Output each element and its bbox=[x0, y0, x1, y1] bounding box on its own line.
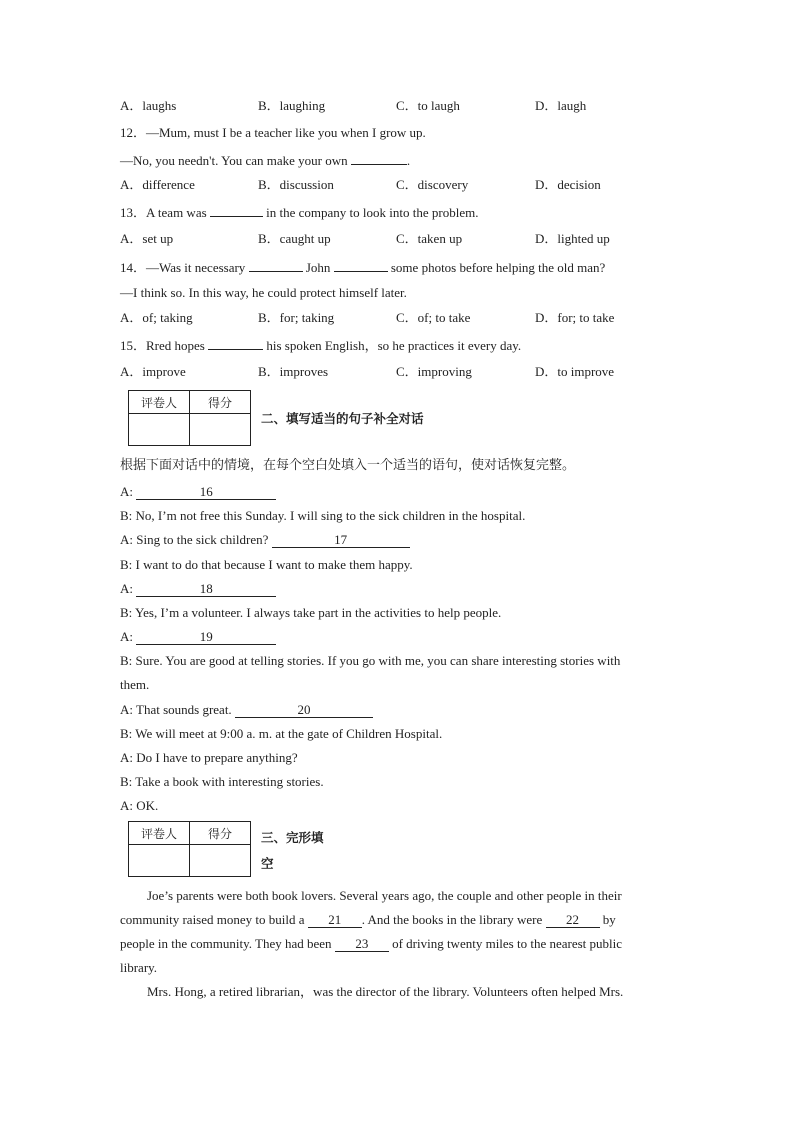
blank-21: 21 bbox=[308, 913, 362, 928]
q14-blank-1 bbox=[249, 259, 303, 272]
dialog-line-a1 bbox=[120, 484, 276, 500]
cloze-text: of driving twenty miles to the nearest public bbox=[392, 936, 623, 951]
score-label: 得分 bbox=[190, 391, 251, 414]
q13-option-b: B．caught up bbox=[258, 231, 331, 246]
dialog-line-a4 bbox=[120, 629, 276, 645]
blank-22: 22 bbox=[546, 913, 600, 928]
q14-option-b: B．for; taking bbox=[258, 310, 335, 325]
score-label: 得分 bbox=[190, 822, 251, 845]
q13-stem-b: in the company to look into the problem. bbox=[266, 205, 479, 220]
q13-option-d: D．lighted up bbox=[535, 231, 610, 246]
grader-label: 评卷人 bbox=[129, 822, 190, 845]
q14-stem-a: 14．—Was it necessary bbox=[120, 260, 246, 275]
dialog-line-b6: B: Take a book with interesting stories. bbox=[120, 774, 324, 789]
q12-option-c: C．discovery bbox=[396, 177, 469, 192]
q13-option-a: A．set up bbox=[120, 231, 174, 246]
q13-option-c: C．taken up bbox=[396, 231, 463, 246]
q14-stem-c: some photos before helping the old man? bbox=[390, 260, 606, 275]
score-cell bbox=[190, 845, 251, 877]
q13-stem-a: 13．A team was bbox=[120, 205, 207, 220]
speaker-a: A: bbox=[120, 629, 133, 644]
q12-reply-text: —No, you needn't. You can make your own bbox=[120, 153, 348, 168]
cloze-text: people in the community. They had been bbox=[120, 936, 332, 951]
q15-option-d: D．to improve bbox=[535, 364, 615, 379]
dialog-text: A: That sounds great. bbox=[120, 702, 232, 717]
blank-18: 18 bbox=[136, 582, 276, 597]
q11-option-b: B．laughing bbox=[258, 98, 326, 113]
q12-blank bbox=[351, 152, 407, 165]
cloze-text: . And the books in the library were bbox=[361, 912, 543, 927]
blank-16: 16 bbox=[136, 485, 276, 500]
q14-reply: —I think so. In this way, he could protect himself later. bbox=[120, 285, 407, 300]
blank-19: 19 bbox=[136, 630, 276, 645]
q14-option-c: C．of; to take bbox=[396, 310, 471, 325]
cloze-text: by bbox=[602, 912, 616, 927]
section3-title-a: 三、完形填 bbox=[261, 830, 324, 845]
score-cell bbox=[190, 414, 251, 446]
q15-option-a: A．improve bbox=[120, 364, 186, 379]
cloze-line-3 bbox=[120, 932, 665, 956]
q12-stem: 12．—Mum, must I be a teacher like you when I grow up. bbox=[120, 125, 426, 140]
blank-20: 20 bbox=[235, 703, 373, 718]
dialog-line-a5 bbox=[120, 702, 373, 718]
q11-option-d: D．laugh bbox=[535, 98, 587, 113]
q14-stem bbox=[120, 259, 605, 276]
q15-stem-b: his spoken English，so he practices it every day. bbox=[266, 338, 522, 353]
dialog-line-a6: A: Do I have to prepare anything? bbox=[120, 750, 298, 765]
q14-option-a: A．of; taking bbox=[120, 310, 193, 325]
dialog-line-a2 bbox=[120, 532, 410, 548]
q12-option-a: A．difference bbox=[120, 177, 195, 192]
grader-cell bbox=[129, 414, 190, 446]
q15-blank bbox=[208, 337, 263, 350]
blank-23: 23 bbox=[335, 937, 389, 952]
score-table-section2 bbox=[128, 390, 251, 446]
dialog-line-b4a: B: Sure. You are good at telling stories. If you go with me, you can share interesting stories with bbox=[120, 653, 621, 668]
q11-option-c: C．to laugh bbox=[396, 98, 460, 113]
q12-reply-end: . bbox=[406, 153, 411, 168]
q13-stem bbox=[120, 204, 478, 221]
q12-option-b: B．discussion bbox=[258, 177, 334, 192]
q14-option-d: D．for; to take bbox=[535, 310, 615, 325]
grader-cell bbox=[129, 845, 190, 877]
dialog-line-a3 bbox=[120, 581, 276, 597]
q15-option-b: B．improves bbox=[258, 364, 329, 379]
q15-stem bbox=[120, 337, 521, 354]
speaker-a: A: bbox=[120, 581, 133, 596]
dialog-line-b5: B: We will meet at 9:00 a. m. at the gate of Children Hospital. bbox=[120, 726, 443, 741]
cloze-line-1: Joe’s parents were both book lovers. Several years ago, the couple and other people in their bbox=[147, 888, 622, 903]
score-table-section3 bbox=[128, 821, 251, 877]
q12-option-d: D．decision bbox=[535, 177, 601, 192]
q12-reply bbox=[120, 152, 410, 169]
q14-blank-2 bbox=[334, 259, 388, 272]
q13-blank bbox=[210, 204, 263, 217]
cloze-line-2 bbox=[120, 908, 665, 932]
speaker-a: A: bbox=[120, 484, 133, 499]
grader-label: 评卷人 bbox=[129, 391, 190, 414]
section2-instruction: 根据下面对话中的情境，在每个空白处填入一个适当的语句，使对话恢复完整。 bbox=[120, 458, 576, 473]
cloze-line-4: library. bbox=[120, 960, 158, 975]
dialog-line-a7: A: OK. bbox=[120, 798, 159, 813]
section2-title: 二、填写适当的句子补全对话 bbox=[261, 411, 424, 426]
dialog-text: A: Sing to the sick children? bbox=[120, 532, 269, 547]
q15-option-c: C．improving bbox=[396, 364, 472, 379]
cloze-paragraph-2: Mrs. Hong, a retired librarian，was the director of the library. Volunteers often helped Mrs. bbox=[147, 984, 624, 999]
q14-stem-b: John bbox=[305, 260, 331, 275]
blank-17: 17 bbox=[272, 533, 410, 548]
q11-option-a: A．laughs bbox=[120, 98, 177, 113]
section3-title-b: 空 bbox=[261, 856, 274, 871]
cloze-passage bbox=[120, 884, 665, 1004]
dialog-line-b3: B: Yes, I’m a volunteer. I always take part in the activities to help people. bbox=[120, 605, 502, 620]
dialog-line-b2: B: I want to do that because I want to make them happy. bbox=[120, 557, 413, 572]
dialog-line-b1: B: No, I’m not free this Sunday. I will sing to the sick children in the hospital. bbox=[120, 508, 526, 523]
dialog-line-b4b: them. bbox=[120, 677, 150, 692]
q15-stem-a: 15．Rred hopes bbox=[120, 338, 205, 353]
cloze-text: community raised money to build a bbox=[120, 912, 305, 927]
